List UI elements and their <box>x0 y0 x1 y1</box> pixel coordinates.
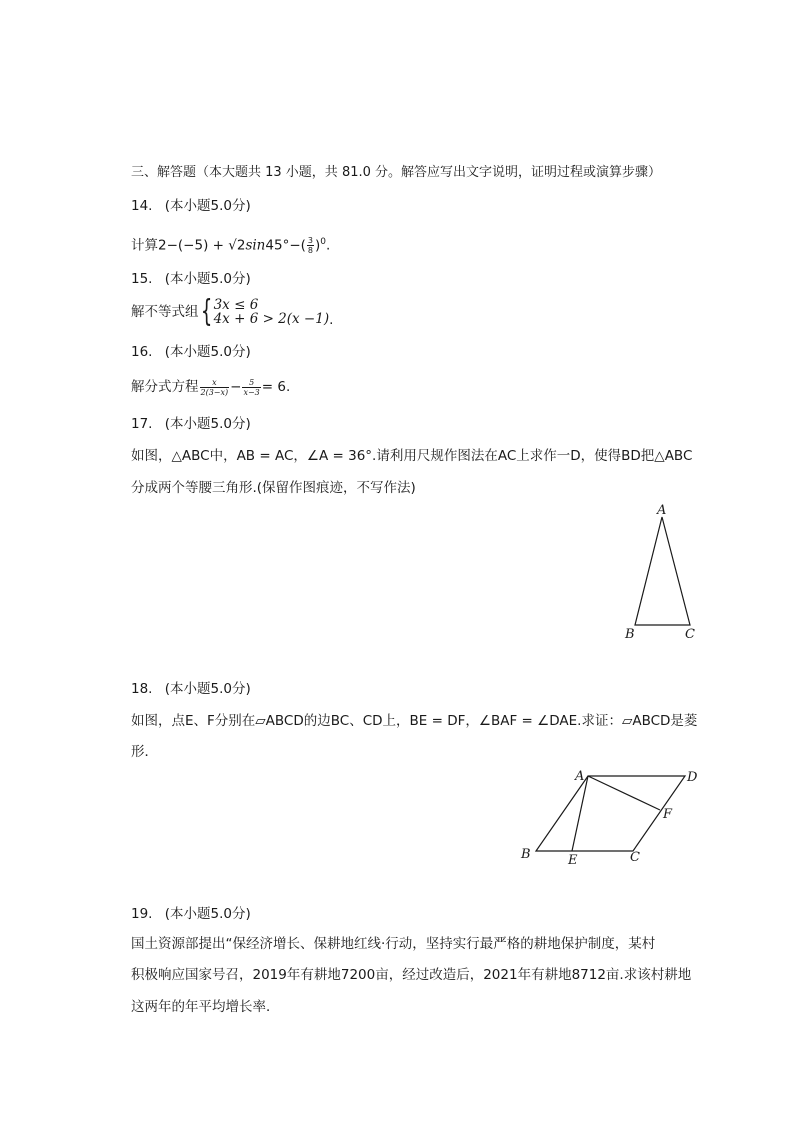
q16-frac2-den: x−3 <box>243 387 260 397</box>
q16-rhs: = 6 <box>261 379 286 395</box>
parallelogram-figure <box>515 762 705 872</box>
q14-frac-den: 8 <box>307 246 313 255</box>
label-b: B <box>521 847 531 862</box>
q16-minus: − <box>230 379 242 395</box>
question-tag: (本小题5.0分) <box>164 681 251 697</box>
question-number: 19. <box>131 906 153 922</box>
question-18-line-2: 形． <box>131 744 158 760</box>
label-a: A <box>657 503 667 518</box>
question-number: 17. <box>131 416 153 432</box>
label-e: E <box>568 853 578 868</box>
q14-fraction <box>307 236 314 255</box>
q15-ineq-1: 3x ≤ 6 <box>213 297 259 313</box>
q14-frac-num: 3 <box>307 236 313 245</box>
question-19-line-2: 积极响应国家号召，2019年有耕地7200亩，经过改造后，2021年有耕地8712亩.求该村耕地 <box>131 967 692 983</box>
q14-expr-b: 45°−( <box>265 237 306 254</box>
question-14-body <box>131 233 330 255</box>
question-19-line-1: 国土资源部提出“保经济增长、保耕地红线·行动，坚持实行最严格的耕地保护制度，某村 <box>131 936 656 952</box>
q16-frac1-den: 2(3−x) <box>200 387 229 397</box>
q16-frac1-num: x <box>200 378 230 388</box>
triangle-figure <box>620 500 710 645</box>
question-tag: (本小题5.0分) <box>164 344 251 360</box>
q14-exponent: 0 <box>320 237 327 247</box>
question-14-header <box>131 197 251 215</box>
question-16-header <box>131 343 251 361</box>
question-19-line-3: 这两年的年平均增长率． <box>131 999 280 1015</box>
label-c: C <box>630 850 640 865</box>
q16-fraction-2 <box>242 378 260 397</box>
label-c: C <box>685 627 695 642</box>
q15-brace: { <box>200 294 212 329</box>
q15-system <box>214 298 330 326</box>
question-18-line-1: 如图，点E、F分别在▱ABCD的边BC、CD上，BE = DF，∠BAF = ∠DAE.求证：▱ABCD是菱 <box>131 713 698 729</box>
question-17-header <box>131 415 251 433</box>
question-19-header <box>131 905 251 923</box>
section-header: 三、解答题（本大题共 13 小题，共 81.0 分。解答应写出文字说明，证明过程或演算步骤） <box>131 165 662 180</box>
q15-period: . <box>329 312 334 328</box>
q14-sin: sin <box>245 237 266 254</box>
q14-prompt: 计算 <box>131 237 158 254</box>
label-b: B <box>625 627 635 642</box>
question-number: 18. <box>131 681 153 697</box>
question-tag: (本小题5.0分) <box>164 198 251 214</box>
question-tag: (本小题5.0分) <box>164 271 251 287</box>
q15-ineq-2: 4x + 6 > 2(x −1) <box>213 311 330 327</box>
q16-prompt: 解分式方程 <box>131 379 199 395</box>
question-number: 15. <box>131 271 153 287</box>
question-17-line-1: 如图，△ABC中，AB = AC，∠A = 36°.请利用尺规作图法在AC上求作一D，使得BD把△ABC <box>131 448 693 464</box>
question-15-body <box>131 294 334 334</box>
q14-period: . <box>326 237 331 254</box>
question-number: 16. <box>131 344 153 360</box>
q14-close-paren: ) <box>315 237 321 254</box>
label-a: A <box>575 769 585 784</box>
question-number: 14. <box>131 198 153 214</box>
label-f: F <box>663 807 673 822</box>
question-18-header <box>131 680 251 698</box>
q14-expr-a: 2−(−5) + <box>158 237 229 254</box>
q15-prompt: 解不等式组 <box>131 304 199 320</box>
question-16-body <box>131 375 290 399</box>
question-15-header <box>131 270 251 288</box>
segment-af <box>588 776 660 810</box>
q16-period: . <box>285 379 291 395</box>
triangle-abc <box>635 517 690 625</box>
label-d: D <box>687 770 698 785</box>
question-17-line-2: 分成两个等腰三角形.(保留作图痕迹，不写作法) <box>131 480 416 496</box>
q16-frac2-num: 5 <box>242 378 260 388</box>
q14-sqrt: √2 <box>228 237 246 254</box>
question-tag: (本小题5.0分) <box>164 416 251 432</box>
q16-fraction-1 <box>200 378 230 397</box>
question-tag: (本小题5.0分) <box>164 906 251 922</box>
